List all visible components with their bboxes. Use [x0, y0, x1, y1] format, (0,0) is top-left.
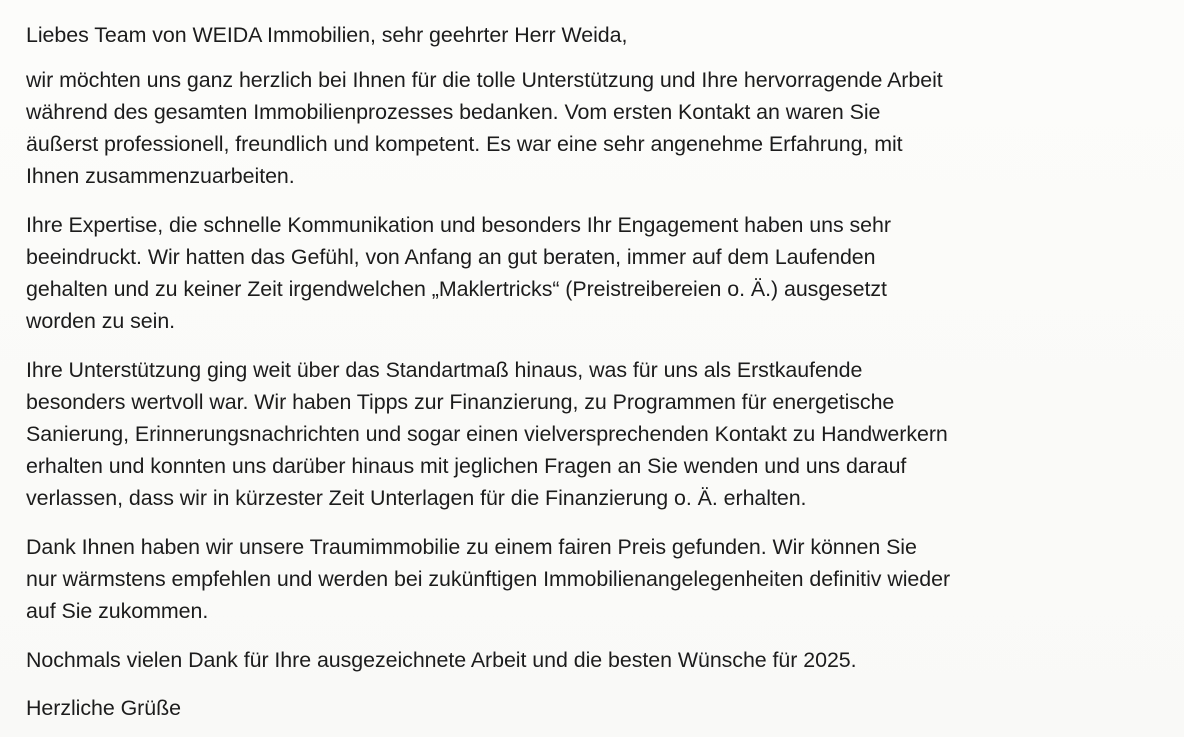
text-line: worden zu sein. — [26, 309, 176, 333]
text-line: Ihre Expertise, die schnelle Kommunikation und besonders Ihr Engagement haben uns sehr — [26, 213, 891, 237]
text-line: Dank Ihnen haben wir unsere Traumimmobilie zu einem fairen Preis gefunden. Wir können Sie — [26, 535, 917, 559]
letter-salutation: Liebes Team von WEIDA Immobilien, sehr geehrter Herr Weida, — [26, 23, 628, 47]
text-line: wir möchten uns ganz herzlich bei Ihnen für die tolle Unterstützung und Ihre hervorragende Arbeit — [26, 68, 943, 92]
text-line: während des gesamten Immobilienprozesses bedanken. Vom ersten Kontakt an waren Sie — [26, 100, 881, 124]
text-line: gehalten und zu keiner Zeit irgendwelchen „Maklertricks“ (Preistreibereien o. Ä.) ausgesetzt — [26, 277, 887, 301]
text-line: besonders wertvoll war. Wir haben Tipps zur Finanzierung, zu Programmen für energetische — [26, 390, 895, 414]
letter-greeting: Herzliche Grüße — [26, 696, 181, 720]
text-line: Sanierung, Erinnerungsnachrichten und sogar einen vielversprechenden Kontakt zu Handwerkern — [26, 422, 948, 446]
letter-closing: Nochmals vielen Dank für Ihre ausgezeichnete Arbeit und die besten Wünsche für 2025. — [26, 648, 857, 672]
text-line: verlassen, dass wir in kürzester Zeit Unterlagen für die Finanzierung o. Ä. erhalten. — [26, 486, 807, 510]
letter-paragraph-intro — [26, 64, 1160, 192]
letter-paragraph-expertise — [26, 209, 1160, 337]
text-line: erhalten und konnten uns darüber hinaus mit jeglichen Fragen an Sie wenden und uns darauf — [26, 454, 907, 478]
text-line: nur wärmstens empfehlen und werden bei zukünftigen Immobilienangelegenheiten definitiv wieder — [26, 567, 951, 591]
letter-paragraph-support — [26, 354, 1160, 514]
text-line: auf Sie zukommen. — [26, 599, 209, 623]
text-line: Ihre Unterstützung ging weit über das Standartmaß hinaus, was für uns als Erstkaufende — [26, 358, 863, 382]
text-line: äußerst professionell, freundlich und kompetent. Es war eine sehr angenehme Erfahrung, mit — [26, 132, 903, 156]
text-line: beeindruckt. Wir hatten das Gefühl, von Anfang an gut beraten, immer auf dem Laufenden — [26, 245, 876, 269]
letter-paragraph-recommendation — [26, 531, 1160, 627]
text-line: Ihnen zusammenzuarbeiten. — [26, 164, 295, 188]
